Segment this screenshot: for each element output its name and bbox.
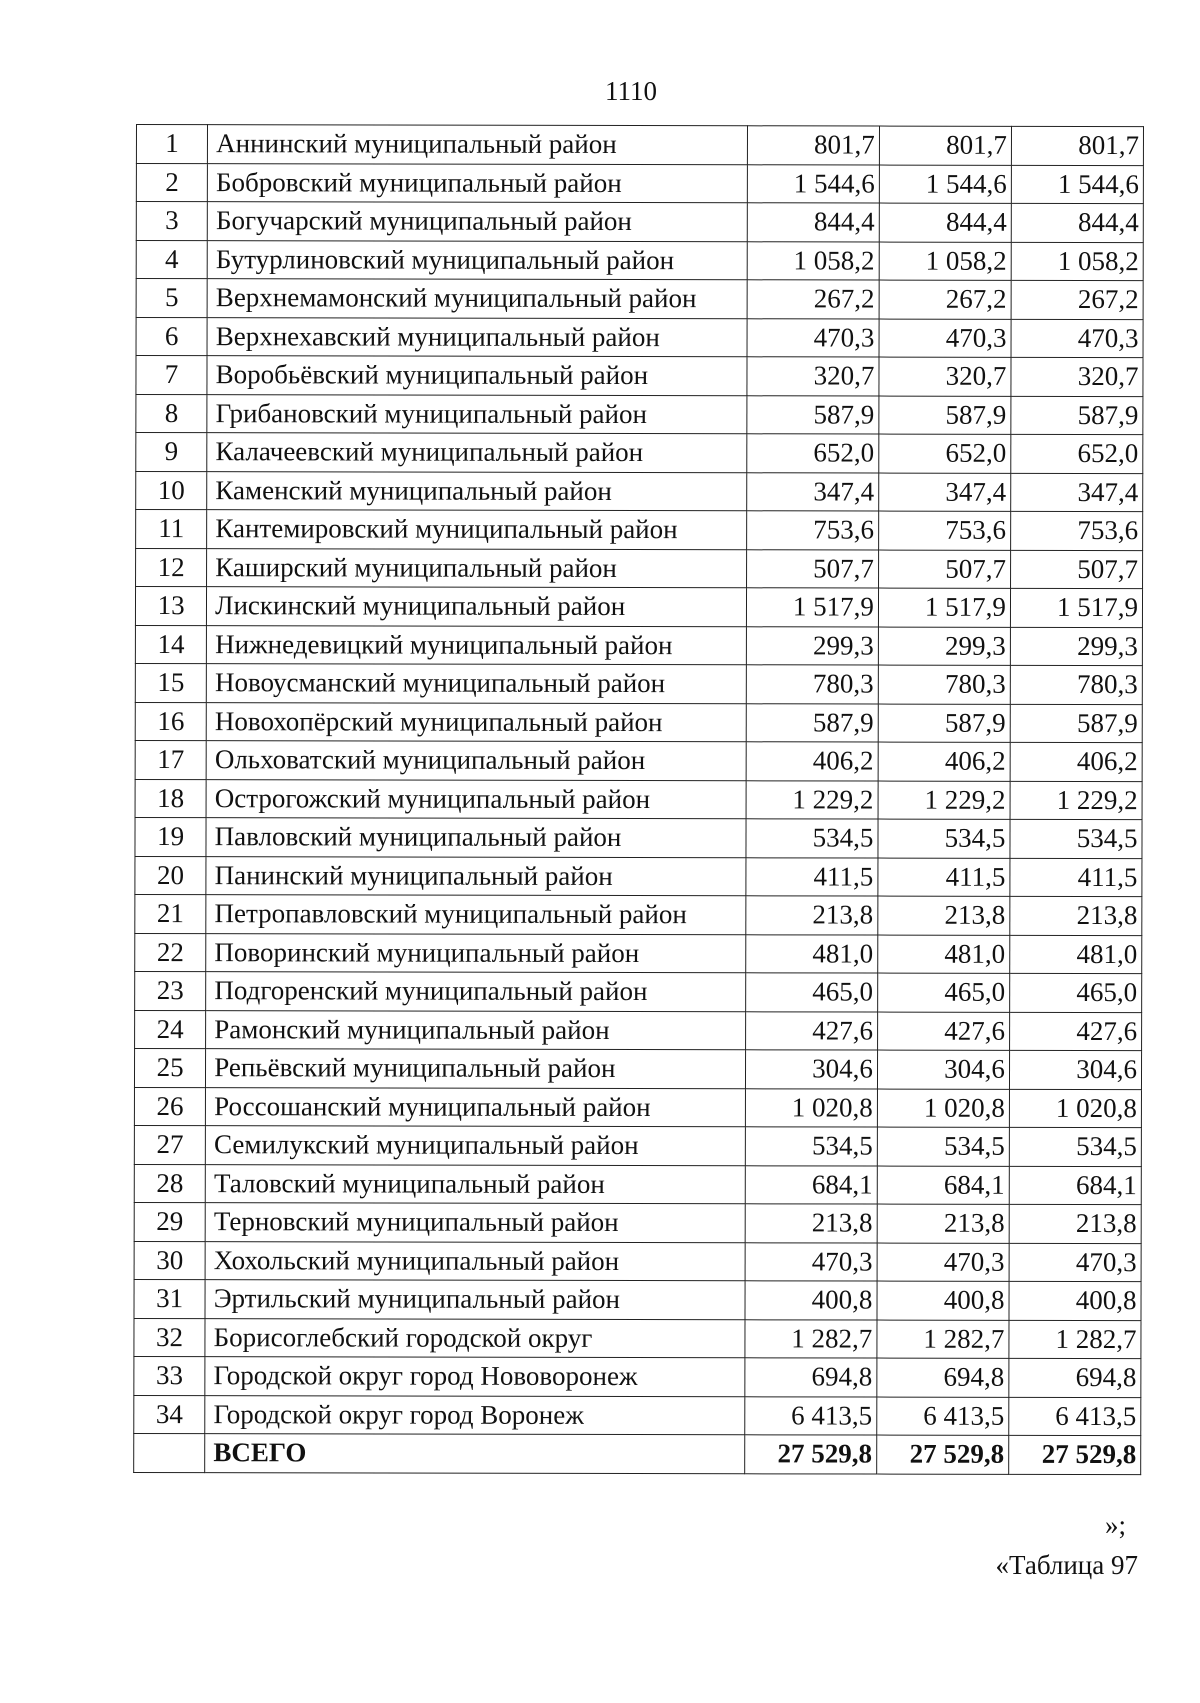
municipality-name-cell: Кантемировский муниципальный район	[207, 510, 747, 550]
table-row	[135, 856, 1142, 897]
value-cell-1: 400,8	[745, 1281, 877, 1320]
value-cell-2: 213,8	[877, 1204, 1009, 1243]
value-cell-3: 844,4	[1011, 203, 1143, 242]
total-row-number-cell	[134, 1433, 205, 1472]
value-cell-1: 801,7	[747, 126, 879, 165]
value-cell-1: 534,5	[745, 1127, 877, 1166]
table-row	[135, 817, 1142, 858]
value-cell-3: 1 058,2	[1011, 242, 1143, 281]
value-cell-2: 213,8	[878, 896, 1010, 935]
value-cell-3: 507,7	[1010, 550, 1142, 589]
table-row	[136, 240, 1143, 281]
table-row	[134, 1202, 1141, 1243]
value-cell-1: 470,3	[745, 1242, 877, 1281]
value-cell-2: 780,3	[878, 665, 1010, 704]
row-number-cell: 24	[135, 1010, 206, 1049]
row-number-cell: 14	[135, 625, 206, 664]
value-cell-2: 427,6	[877, 1012, 1009, 1051]
value-cell-3: 267,2	[1011, 280, 1143, 319]
municipality-name-cell: Калачеевский муниципальный район	[207, 433, 747, 473]
table-row	[136, 471, 1143, 512]
value-cell-2: 304,6	[877, 1050, 1009, 1089]
municipality-name-cell: Бутурлиновский муниципальный район	[207, 240, 747, 280]
value-cell-3: 213,8	[1009, 1204, 1141, 1243]
page-number: 1110	[605, 76, 657, 106]
municipality-name-cell: Подгоренский муниципальный район	[206, 972, 746, 1012]
value-cell-3: 347,4	[1011, 473, 1143, 512]
table-row	[135, 702, 1142, 743]
row-number-cell: 28	[134, 1164, 205, 1203]
value-cell-3: 6 413,5	[1009, 1397, 1141, 1436]
value-cell-3: 481,0	[1010, 935, 1142, 974]
value-cell-1: 587,9	[746, 703, 878, 742]
value-cell-2: 1 517,9	[878, 588, 1010, 627]
value-cell-2: 587,9	[878, 704, 1010, 743]
table-row	[134, 1087, 1141, 1128]
value-cell-2: 694,8	[877, 1358, 1009, 1397]
value-cell-1: 465,0	[745, 973, 877, 1012]
municipality-name-cell: Хохольский муниципальный район	[205, 1241, 745, 1281]
row-number-cell: 22	[135, 933, 206, 972]
value-cell-2: 400,8	[877, 1281, 1009, 1320]
municipality-name-cell: Верхнехавский муниципальный район	[207, 317, 747, 357]
row-number-cell: 16	[135, 702, 206, 741]
value-cell-1: 320,7	[747, 357, 879, 396]
total-row	[134, 1433, 1141, 1474]
row-number-cell: 17	[135, 740, 206, 779]
value-cell-1: 694,8	[745, 1358, 877, 1397]
closing-quote-mark: »;	[1105, 1510, 1127, 1540]
value-cell-3: 1 229,2	[1010, 781, 1142, 820]
municipality-name-cell: Бобровский муниципальный район	[208, 163, 748, 203]
value-cell-1: 267,2	[747, 280, 879, 319]
table-row	[135, 971, 1142, 1012]
table-row	[134, 1048, 1141, 1089]
table-row	[136, 394, 1143, 435]
table-row	[136, 548, 1143, 589]
value-cell-1: 470,3	[747, 318, 879, 357]
table-row	[134, 1356, 1141, 1397]
value-cell-3: 1 544,6	[1011, 165, 1143, 204]
value-cell-3: 684,1	[1009, 1166, 1141, 1205]
value-cell-1: 299,3	[746, 626, 878, 665]
row-number-cell: 27	[134, 1125, 205, 1164]
municipality-name-cell: Городской округ город Воронеж	[205, 1395, 745, 1435]
value-cell-1: 411,5	[746, 857, 878, 896]
row-number-cell: 26	[134, 1087, 205, 1126]
value-cell-3: 213,8	[1010, 896, 1142, 935]
row-number-cell: 21	[135, 894, 206, 933]
municipality-name-cell: Петропавловский муниципальный район	[206, 895, 746, 935]
value-cell-3: 470,3	[1011, 319, 1143, 358]
municipality-name-cell: Семилукский муниципальный район	[206, 1126, 746, 1166]
municipality-name-cell: Борисоглебский городской округ	[205, 1318, 745, 1358]
municipality-name-cell: Нижнедевицкий муниципальный район	[207, 625, 747, 665]
municipality-name-cell: Поворинский муниципальный район	[206, 933, 746, 973]
value-cell-3: 1 282,7	[1009, 1320, 1141, 1359]
value-cell-1: 347,4	[746, 472, 878, 511]
row-number-cell: 5	[136, 279, 207, 318]
row-number-cell: 7	[136, 356, 207, 395]
municipality-name-cell: Панинский муниципальный район	[206, 856, 746, 896]
value-cell-1: 213,8	[746, 896, 878, 935]
table-row	[134, 1318, 1141, 1359]
value-cell-2: 6 413,5	[877, 1397, 1009, 1436]
table-row	[134, 1241, 1141, 1282]
value-cell-2: 320,7	[879, 357, 1011, 396]
row-number-cell: 12	[136, 548, 207, 587]
table-row	[136, 279, 1143, 320]
value-cell-3: 753,6	[1011, 511, 1143, 550]
table-row	[134, 1164, 1141, 1205]
table-row	[135, 740, 1142, 781]
value-cell-1: 780,3	[746, 665, 878, 704]
table-row	[136, 202, 1143, 243]
value-cell-1: 507,7	[746, 549, 878, 588]
row-number-cell: 19	[135, 817, 206, 856]
value-cell-2: 347,4	[879, 473, 1011, 512]
value-cell-3: 534,5	[1010, 819, 1142, 858]
value-cell-1: 481,0	[746, 934, 878, 973]
table-row	[134, 1279, 1141, 1320]
value-cell-1: 684,1	[745, 1165, 877, 1204]
row-number-cell: 31	[134, 1279, 205, 1318]
municipality-name-cell: Ольховатский муниципальный район	[206, 741, 746, 781]
value-cell-2: 411,5	[878, 858, 1010, 897]
table-row	[135, 894, 1142, 935]
municipality-name-cell: Таловский муниципальный район	[205, 1164, 745, 1204]
table-row	[136, 356, 1143, 397]
row-number-cell: 34	[134, 1395, 205, 1434]
value-cell-3: 652,0	[1011, 434, 1143, 473]
value-cell-2: 299,3	[878, 627, 1010, 666]
table-row	[135, 933, 1142, 974]
value-cell-1: 1 544,6	[747, 164, 879, 203]
row-number-cell: 8	[136, 394, 207, 433]
value-cell-1: 406,2	[746, 742, 878, 781]
value-cell-2: 801,7	[879, 126, 1011, 165]
municipality-name-cell: Лискинский муниципальный район	[207, 587, 747, 627]
table-row	[135, 625, 1142, 666]
municipality-name-cell: Новоусманский муниципальный район	[206, 664, 746, 704]
table-row	[136, 317, 1143, 358]
value-cell-2: 1 544,6	[879, 165, 1011, 204]
value-cell-2: 587,9	[879, 396, 1011, 435]
municipality-name-cell: Каменский муниципальный район	[207, 471, 747, 511]
value-cell-3: 587,9	[1011, 396, 1143, 435]
municipality-name-cell: Новохопёрский муниципальный район	[206, 702, 746, 742]
value-cell-1: 1 229,2	[746, 780, 878, 819]
table-row	[134, 1395, 1141, 1436]
municipality-name-cell: Россошанский муниципальный район	[206, 1087, 746, 1127]
total-value-cell-1: 27 529,8	[744, 1435, 876, 1474]
value-cell-1: 304,6	[745, 1050, 877, 1089]
row-number-cell: 4	[136, 240, 207, 279]
value-cell-2: 753,6	[878, 511, 1010, 550]
value-cell-2: 1 282,7	[877, 1320, 1009, 1359]
value-cell-3: 534,5	[1009, 1127, 1141, 1166]
row-number-cell: 10	[136, 471, 207, 510]
value-cell-3: 780,3	[1010, 665, 1142, 704]
next-table-caption: «Таблица 97	[995, 1550, 1138, 1580]
row-number-cell: 13	[135, 587, 206, 626]
row-number-cell: 18	[135, 779, 206, 818]
value-cell-2: 267,2	[879, 280, 1011, 319]
municipality-name-cell: Каширский муниципальный район	[207, 548, 747, 588]
value-cell-2: 652,0	[879, 434, 1011, 473]
total-value-cell-3: 27 529,8	[1009, 1435, 1141, 1474]
row-number-cell: 11	[136, 510, 207, 549]
value-cell-3: 465,0	[1010, 973, 1142, 1012]
row-number-cell: 6	[136, 317, 207, 356]
value-cell-1: 534,5	[746, 819, 878, 858]
municipality-name-cell: Верхнемамонский муниципальный район	[207, 279, 747, 319]
value-cell-2: 507,7	[878, 550, 1010, 589]
municipality-name-cell: Воробьёвский муниципальный район	[207, 356, 747, 396]
value-cell-2: 470,3	[877, 1243, 1009, 1282]
municipality-name-cell: Эртильский муниципальный район	[205, 1280, 745, 1320]
municipality-name-cell: Богучарский муниципальный район	[207, 202, 747, 242]
value-cell-3: 304,6	[1009, 1050, 1141, 1089]
row-number-cell: 29	[134, 1202, 205, 1241]
value-cell-3: 694,8	[1009, 1358, 1141, 1397]
value-cell-2: 481,0	[878, 935, 1010, 974]
value-cell-3: 400,8	[1009, 1281, 1141, 1320]
value-cell-1: 652,0	[747, 434, 879, 473]
value-cell-3: 427,6	[1009, 1012, 1141, 1051]
municipality-name-cell: Рамонский муниципальный район	[206, 1010, 746, 1050]
value-cell-1: 753,6	[746, 511, 878, 550]
row-number-cell: 15	[135, 663, 206, 702]
row-number-cell: 30	[134, 1241, 205, 1280]
value-cell-3: 1 020,8	[1009, 1089, 1141, 1128]
value-cell-3: 587,9	[1010, 704, 1142, 743]
value-cell-3: 299,3	[1010, 627, 1142, 666]
table-row	[136, 510, 1143, 551]
distribution-table	[133, 124, 1144, 1475]
value-cell-1: 844,4	[747, 203, 879, 242]
value-cell-2: 465,0	[878, 973, 1010, 1012]
value-cell-1: 587,9	[747, 395, 879, 434]
municipality-name-cell: Павловский муниципальный район	[206, 818, 746, 858]
municipality-name-cell: Острогожский муниципальный район	[206, 779, 746, 819]
value-cell-1: 1 020,8	[745, 1088, 877, 1127]
table-row	[136, 433, 1143, 474]
value-cell-3: 1 517,9	[1010, 588, 1142, 627]
value-cell-2: 406,2	[878, 742, 1010, 781]
row-number-cell: 23	[135, 971, 206, 1010]
table-row	[135, 779, 1142, 820]
table-row	[135, 1010, 1142, 1051]
row-number-cell: 33	[134, 1356, 205, 1395]
municipality-name-cell: Городской округ город Нововоронеж	[205, 1357, 745, 1397]
value-cell-3: 406,2	[1010, 742, 1142, 781]
value-cell-2: 1 058,2	[879, 242, 1011, 281]
value-cell-2: 844,4	[879, 203, 1011, 242]
row-number-cell: 3	[136, 202, 207, 241]
row-number-cell: 32	[134, 1318, 205, 1357]
value-cell-2: 684,1	[877, 1166, 1009, 1205]
value-cell-1: 213,8	[745, 1204, 877, 1243]
row-number-cell: 2	[136, 163, 207, 202]
table-row	[134, 1125, 1141, 1166]
table-body	[134, 125, 1144, 1475]
table-row	[136, 125, 1143, 166]
value-cell-2: 470,3	[879, 319, 1011, 358]
total-municipality-name-cell: ВСЕГО	[205, 1434, 745, 1474]
value-cell-2: 534,5	[877, 1127, 1009, 1166]
value-cell-3: 470,3	[1009, 1243, 1141, 1282]
municipality-name-cell: Терновский муниципальный район	[205, 1203, 745, 1243]
row-number-cell: 9	[136, 433, 207, 472]
value-cell-1: 1 058,2	[747, 241, 879, 280]
value-cell-2: 1 020,8	[877, 1089, 1009, 1128]
table-row	[135, 663, 1142, 704]
value-cell-3: 411,5	[1010, 858, 1142, 897]
value-cell-1: 427,6	[745, 1011, 877, 1050]
value-cell-1: 1 282,7	[745, 1319, 877, 1358]
municipality-name-cell: Репьёвский муниципальный район	[206, 1049, 746, 1089]
table-row	[135, 587, 1142, 628]
value-cell-3: 320,7	[1011, 357, 1143, 396]
value-cell-2: 534,5	[878, 819, 1010, 858]
municipality-name-cell: Грибановский муниципальный район	[207, 394, 747, 434]
value-cell-2: 1 229,2	[878, 781, 1010, 820]
total-value-cell-2: 27 529,8	[877, 1435, 1009, 1474]
row-number-cell: 20	[135, 856, 206, 895]
table-row	[136, 163, 1143, 204]
value-cell-1: 6 413,5	[745, 1396, 877, 1435]
row-number-cell: 1	[136, 125, 207, 164]
row-number-cell: 25	[134, 1048, 205, 1087]
municipality-name-cell: Аннинский муниципальный район	[208, 125, 748, 165]
value-cell-1: 1 517,9	[746, 588, 878, 627]
value-cell-3: 801,7	[1011, 126, 1143, 165]
